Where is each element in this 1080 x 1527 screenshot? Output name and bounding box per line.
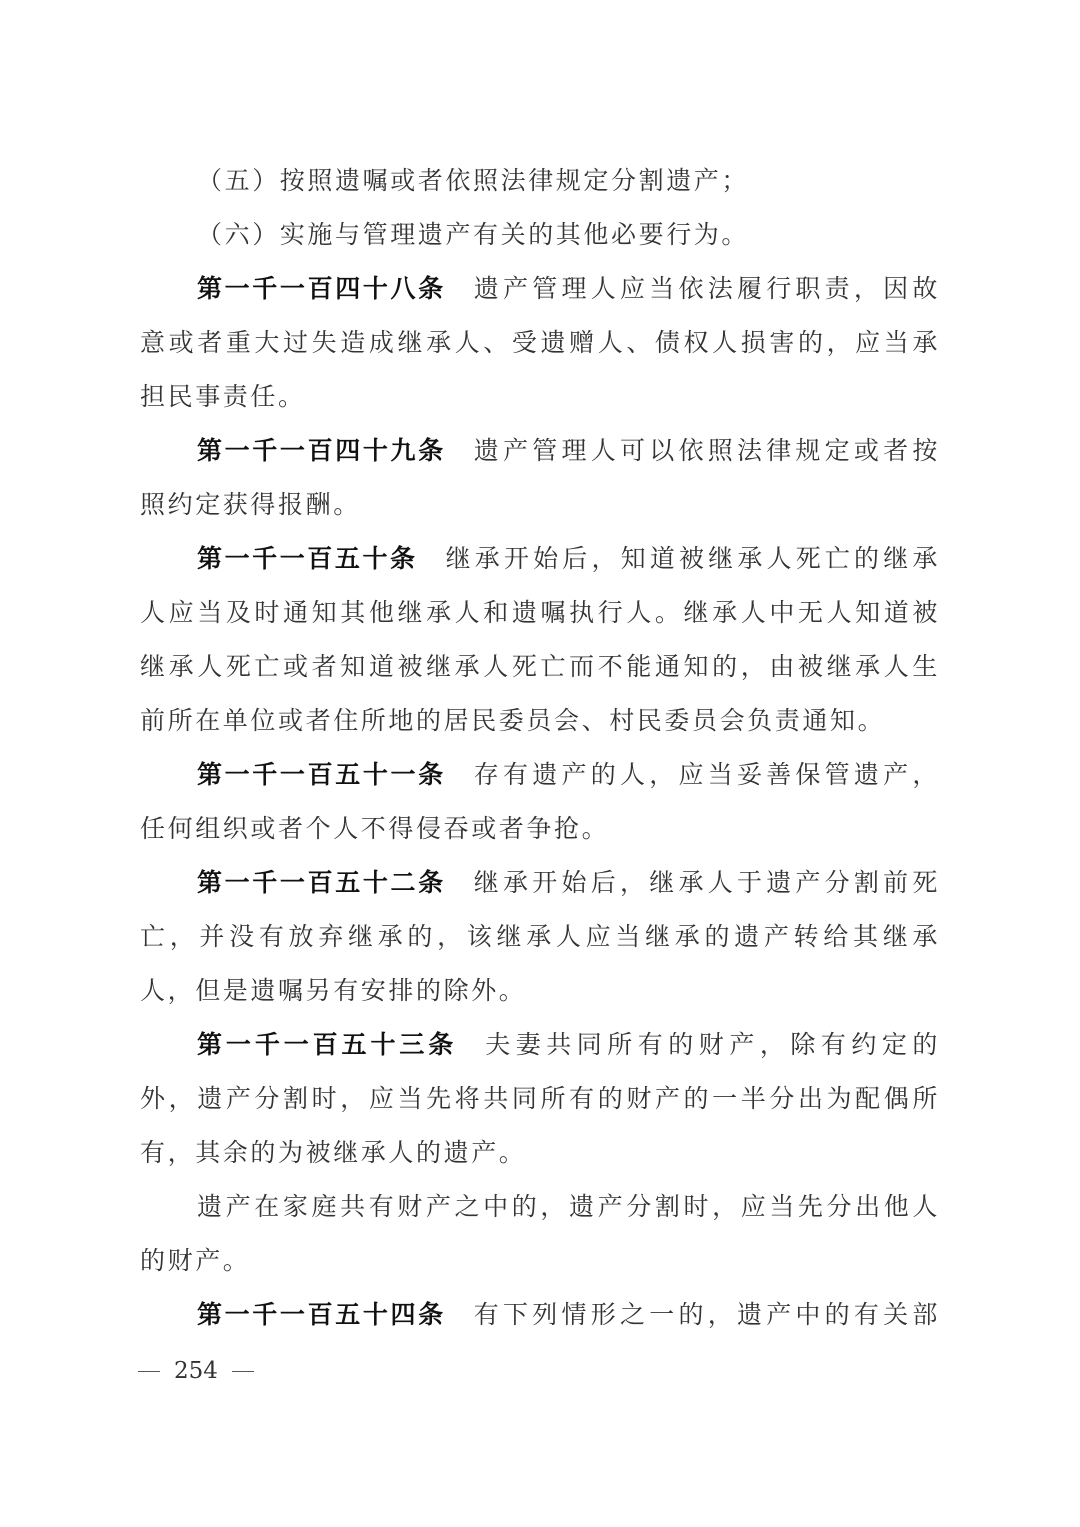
- article-heading: 第一千一百五十一条: [197, 760, 446, 789]
- article-heading: 第一千一百五十二条: [197, 868, 446, 897]
- article-text: 人应当及时通知其他继承人和遗嘱执行人。继承人中无人知道被: [140, 598, 940, 627]
- list-item: [197, 215, 940, 255]
- article-heading: 第一千一百五十条: [197, 544, 418, 573]
- article-text: 人，但是遗嘱另有安排的除外。: [140, 976, 527, 1005]
- article-text: 继承人死亡或者知道被继承人死亡而不能通知的，由被继承人生: [140, 652, 940, 681]
- article-text: 担民事责任。: [140, 382, 306, 411]
- article-text: 亡，并没有放弃继承的，该继承人应当继承的遗产转给其继承: [140, 922, 940, 951]
- article-heading: 第一千一百五十三条: [197, 1030, 458, 1059]
- article-1151: [197, 755, 940, 795]
- article-line: [140, 485, 940, 525]
- article-heading: 第一千一百四十八条: [197, 274, 446, 303]
- article-1150: [197, 539, 940, 579]
- list-item: [197, 161, 940, 201]
- article-text: 夫妻共同所有的财产，除有约定的: [485, 1030, 940, 1059]
- article-text: 前所在单位或者住所地的居民委员会、村民委员会负责通知。: [140, 706, 886, 735]
- list-item-text: （五）按照遗嘱或者依照法律规定分割遗产；: [197, 166, 750, 195]
- article-1149: [197, 431, 940, 471]
- article-line: [140, 701, 940, 741]
- article-line: [140, 323, 940, 363]
- article-text: 意或者重大过失造成继承人、受遗赠人、债权人损害的，应当承: [140, 328, 940, 357]
- article-line: [140, 377, 940, 417]
- article-line: [140, 593, 940, 633]
- paragraph-line: [197, 1187, 940, 1227]
- article-text: 遗产管理人可以依照法律规定或者按: [473, 436, 940, 465]
- footer-dash-right: [232, 1371, 254, 1372]
- article-text: 遗产管理人应当依法履行职责，因故: [473, 274, 940, 303]
- article-1153: [197, 1025, 940, 1065]
- article-line: [140, 971, 940, 1011]
- article-line: [140, 1079, 940, 1119]
- page-footer: [138, 1352, 254, 1388]
- article-line: [140, 1133, 940, 1173]
- article-heading: 第一千一百五十四条: [197, 1300, 446, 1329]
- article-text: 外，遗产分割时，应当先将共同所有的财产的一半分出为配偶所: [140, 1084, 940, 1113]
- paragraph-text: 遗产在家庭共有财产之中的，遗产分割时，应当先分出他人: [197, 1192, 940, 1221]
- list-item-text: （六）实施与管理遗产有关的其他必要行为。: [197, 220, 750, 249]
- article-text: 有下列情形之一的，遗产中的有关部: [473, 1300, 940, 1329]
- article-text: 任何组织或者个人不得侵吞或者争抢。: [140, 814, 610, 843]
- article-1154: [197, 1295, 940, 1335]
- article-line: [140, 647, 940, 687]
- footer-dash-left: [138, 1371, 160, 1372]
- article-text: 继承开始后，继承人于遗产分割前死: [473, 868, 940, 897]
- article-1148: [197, 269, 940, 309]
- article-text: 存有遗产的人，应当妥善保管遗产，: [473, 760, 940, 789]
- paragraph-text: 的财产。: [140, 1246, 251, 1275]
- article-text: 继承开始后，知道被继承人死亡的继承: [445, 544, 940, 573]
- article-line: [140, 917, 940, 957]
- article-text: 照约定获得报酬。: [140, 490, 361, 519]
- paragraph-line: [140, 1241, 940, 1281]
- article-heading: 第一千一百四十九条: [197, 436, 446, 465]
- page-number: 254: [174, 1358, 218, 1384]
- article-text: 有，其余的为被继承人的遗产。: [140, 1138, 527, 1167]
- article-line: [140, 809, 940, 849]
- article-1152: [197, 863, 940, 903]
